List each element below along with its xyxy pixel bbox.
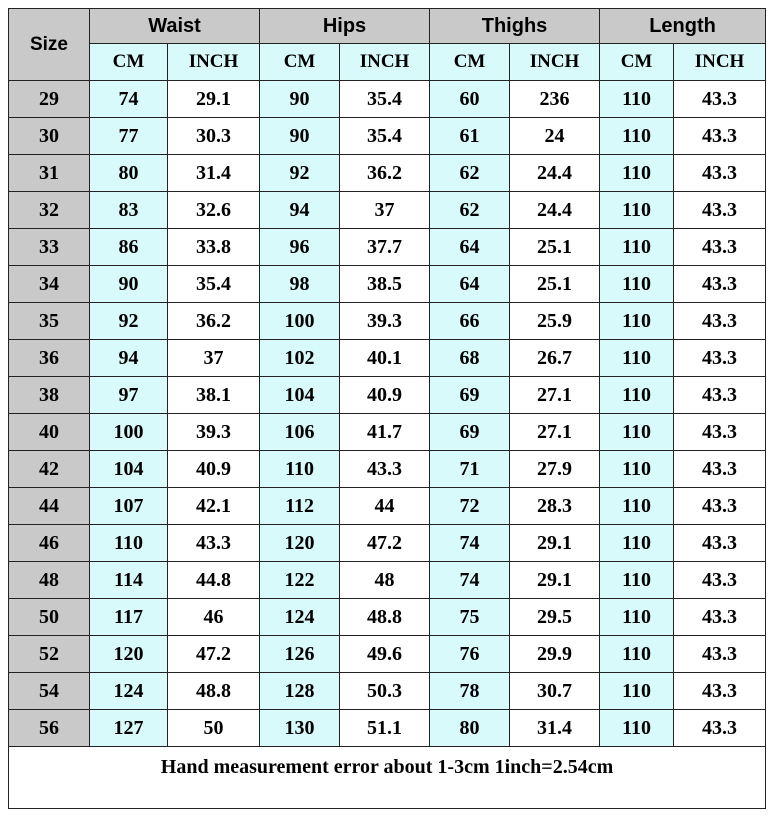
table-row: [9, 710, 766, 747]
waist-cm-cell: 94: [90, 340, 168, 377]
length-inch-cell: 43.3: [674, 229, 766, 266]
waist-cm-cell: 74: [90, 81, 168, 118]
table-row: [9, 229, 766, 266]
hips-inch-cell: 48.8: [340, 599, 430, 636]
hips-cm-cell: 126: [260, 636, 340, 673]
waist-cm-cell: 120: [90, 636, 168, 673]
thighs-inch-cell: 29.1: [510, 525, 600, 562]
thighs-inch-cell: 24.4: [510, 155, 600, 192]
waist-inch-header: INCH: [168, 44, 260, 81]
length-cm-cell: 110: [600, 562, 674, 599]
length-inch-cell: 43.3: [674, 488, 766, 525]
thighs-cm-cell: 74: [430, 562, 510, 599]
size-cell: 33: [9, 229, 90, 266]
waist-cm-cell: 110: [90, 525, 168, 562]
size-cell: 29: [9, 81, 90, 118]
hips-inch-cell: 39.3: [340, 303, 430, 340]
waist-cm-cell: 117: [90, 599, 168, 636]
size-chart-table: [8, 8, 766, 809]
waist-group-header: Waist: [90, 9, 260, 44]
size-cell: 50: [9, 599, 90, 636]
length-cm-cell: 110: [600, 340, 674, 377]
waist-inch-cell: 48.8: [168, 673, 260, 710]
length-inch-cell: 43.3: [674, 414, 766, 451]
footer-row: [9, 747, 766, 809]
size-cell: 48: [9, 562, 90, 599]
thighs-inch-cell: 29.1: [510, 562, 600, 599]
waist-inch-cell: 40.9: [168, 451, 260, 488]
waist-cm-cell: 104: [90, 451, 168, 488]
size-cell: 31: [9, 155, 90, 192]
hips-inch-cell: 38.5: [340, 266, 430, 303]
hips-inch-header: INCH: [340, 44, 430, 81]
table-row: [9, 599, 766, 636]
waist-inch-cell: 33.8: [168, 229, 260, 266]
length-inch-cell: 43.3: [674, 303, 766, 340]
waist-inch-cell: 36.2: [168, 303, 260, 340]
thighs-cm-cell: 80: [430, 710, 510, 747]
hips-cm-cell: 98: [260, 266, 340, 303]
table-row: [9, 525, 766, 562]
size-cell: 40: [9, 414, 90, 451]
waist-cm-cell: 92: [90, 303, 168, 340]
length-cm-cell: 110: [600, 636, 674, 673]
hips-inch-cell: 36.2: [340, 155, 430, 192]
hips-inch-cell: 35.4: [340, 118, 430, 155]
hips-cm-cell: 122: [260, 562, 340, 599]
waist-cm-cell: 77: [90, 118, 168, 155]
thighs-cm-cell: 64: [430, 266, 510, 303]
thighs-inch-header: INCH: [510, 44, 600, 81]
length-inch-header: INCH: [674, 44, 766, 81]
hips-cm-cell: 100: [260, 303, 340, 340]
size-cell: 32: [9, 192, 90, 229]
waist-inch-cell: 30.3: [168, 118, 260, 155]
thighs-inch-cell: 28.3: [510, 488, 600, 525]
waist-cm-cell: 124: [90, 673, 168, 710]
table-row: [9, 340, 766, 377]
length-inch-cell: 43.3: [674, 118, 766, 155]
waist-inch-cell: 42.1: [168, 488, 260, 525]
length-cm-cell: 110: [600, 451, 674, 488]
hips-inch-cell: 35.4: [340, 81, 430, 118]
thighs-inch-cell: 24.4: [510, 192, 600, 229]
thighs-inch-cell: 25.1: [510, 229, 600, 266]
length-inch-cell: 43.3: [674, 377, 766, 414]
size-cell: 56: [9, 710, 90, 747]
thighs-group-header: Thighs: [430, 9, 600, 44]
hips-inch-cell: 37.7: [340, 229, 430, 266]
waist-inch-cell: 43.3: [168, 525, 260, 562]
length-cm-cell: 110: [600, 599, 674, 636]
thighs-cm-cell: 60: [430, 81, 510, 118]
length-cm-cell: 110: [600, 414, 674, 451]
table-row: [9, 118, 766, 155]
hips-cm-cell: 106: [260, 414, 340, 451]
thighs-cm-cell: 69: [430, 414, 510, 451]
waist-inch-cell: 35.4: [168, 266, 260, 303]
size-cell: 54: [9, 673, 90, 710]
thighs-inch-cell: 30.7: [510, 673, 600, 710]
hips-inch-cell: 40.1: [340, 340, 430, 377]
length-inch-cell: 43.3: [674, 525, 766, 562]
measurement-note: Hand measurement error about 1-3cm 1inch=2.54cm: [160, 756, 614, 778]
size-cell: 52: [9, 636, 90, 673]
thighs-inch-cell: 27.1: [510, 377, 600, 414]
table-row: [9, 81, 766, 118]
thighs-inch-cell: 25.1: [510, 266, 600, 303]
length-cm-cell: 110: [600, 377, 674, 414]
hips-cm-cell: 102: [260, 340, 340, 377]
hips-cm-cell: 124: [260, 599, 340, 636]
thighs-cm-cell: 75: [430, 599, 510, 636]
waist-inch-cell: 29.1: [168, 81, 260, 118]
table-row: [9, 636, 766, 673]
thighs-cm-header: CM: [430, 44, 510, 81]
unit-header-row: [9, 44, 766, 81]
thighs-inch-cell: 236: [510, 81, 600, 118]
waist-inch-cell: 47.2: [168, 636, 260, 673]
length-cm-cell: 110: [600, 525, 674, 562]
size-cell: 36: [9, 340, 90, 377]
table-row: [9, 155, 766, 192]
hips-cm-cell: 130: [260, 710, 340, 747]
hips-group-header: Hips: [260, 9, 430, 44]
length-cm-cell: 110: [600, 118, 674, 155]
table-row: [9, 451, 766, 488]
hips-cm-cell: 104: [260, 377, 340, 414]
hips-inch-cell: 47.2: [340, 525, 430, 562]
length-group-header: Length: [600, 9, 766, 44]
footer-note-cell: [9, 747, 766, 809]
table-row: [9, 377, 766, 414]
waist-cm-cell: 83: [90, 192, 168, 229]
thighs-cm-cell: 64: [430, 229, 510, 266]
size-cell: 38: [9, 377, 90, 414]
waist-cm-cell: 127: [90, 710, 168, 747]
hips-inch-cell: 51.1: [340, 710, 430, 747]
thighs-cm-cell: 62: [430, 155, 510, 192]
thighs-cm-cell: 61: [430, 118, 510, 155]
waist-cm-cell: 100: [90, 414, 168, 451]
table-row: [9, 266, 766, 303]
length-inch-cell: 43.3: [674, 266, 766, 303]
size-cell: 46: [9, 525, 90, 562]
thighs-cm-cell: 72: [430, 488, 510, 525]
thighs-cm-cell: 69: [430, 377, 510, 414]
thighs-inch-cell: 31.4: [510, 710, 600, 747]
length-cm-cell: 110: [600, 303, 674, 340]
length-cm-cell: 110: [600, 673, 674, 710]
length-cm-header: CM: [600, 44, 674, 81]
table-row: [9, 488, 766, 525]
size-cell: 34: [9, 266, 90, 303]
size-cell: 42: [9, 451, 90, 488]
thighs-cm-cell: 74: [430, 525, 510, 562]
waist-inch-cell: 39.3: [168, 414, 260, 451]
waist-cm-cell: 86: [90, 229, 168, 266]
hips-inch-cell: 40.9: [340, 377, 430, 414]
waist-inch-cell: 46: [168, 599, 260, 636]
thighs-inch-cell: 25.9: [510, 303, 600, 340]
hips-cm-cell: 112: [260, 488, 340, 525]
length-cm-cell: 110: [600, 488, 674, 525]
waist-inch-cell: 38.1: [168, 377, 260, 414]
hips-cm-cell: 90: [260, 81, 340, 118]
thighs-cm-cell: 71: [430, 451, 510, 488]
hips-inch-cell: 43.3: [340, 451, 430, 488]
thighs-inch-cell: 26.7: [510, 340, 600, 377]
thighs-cm-cell: 76: [430, 636, 510, 673]
waist-cm-header: CM: [90, 44, 168, 81]
size-cell: 35: [9, 303, 90, 340]
hips-cm-cell: 120: [260, 525, 340, 562]
hips-inch-cell: 41.7: [340, 414, 430, 451]
length-inch-cell: 43.3: [674, 562, 766, 599]
waist-inch-cell: 37: [168, 340, 260, 377]
hips-inch-cell: 37: [340, 192, 430, 229]
thighs-cm-cell: 62: [430, 192, 510, 229]
length-cm-cell: 110: [600, 229, 674, 266]
waist-inch-cell: 44.8: [168, 562, 260, 599]
hips-cm-cell: 96: [260, 229, 340, 266]
group-header-row: [9, 9, 766, 44]
length-cm-cell: 110: [600, 710, 674, 747]
thighs-inch-cell: 24: [510, 118, 600, 155]
length-inch-cell: 43.3: [674, 599, 766, 636]
length-inch-cell: 43.3: [674, 451, 766, 488]
waist-cm-cell: 107: [90, 488, 168, 525]
length-inch-cell: 43.3: [674, 710, 766, 747]
hips-cm-cell: 128: [260, 673, 340, 710]
waist-cm-cell: 90: [90, 266, 168, 303]
table-row: [9, 673, 766, 710]
hips-inch-cell: 49.6: [340, 636, 430, 673]
length-inch-cell: 43.3: [674, 81, 766, 118]
size-column-header: Size: [9, 9, 90, 81]
thighs-cm-cell: 68: [430, 340, 510, 377]
thighs-inch-cell: 27.1: [510, 414, 600, 451]
length-cm-cell: 110: [600, 266, 674, 303]
table-row: [9, 414, 766, 451]
size-cell: 44: [9, 488, 90, 525]
thighs-cm-cell: 78: [430, 673, 510, 710]
hips-inch-cell: 44: [340, 488, 430, 525]
table-row: [9, 303, 766, 340]
length-cm-cell: 110: [600, 81, 674, 118]
waist-inch-cell: 50: [168, 710, 260, 747]
hips-cm-cell: 92: [260, 155, 340, 192]
waist-inch-cell: 31.4: [168, 155, 260, 192]
hips-inch-cell: 50.3: [340, 673, 430, 710]
hips-cm-cell: 90: [260, 118, 340, 155]
thighs-inch-cell: 27.9: [510, 451, 600, 488]
length-inch-cell: 43.3: [674, 155, 766, 192]
hips-cm-cell: 110: [260, 451, 340, 488]
length-inch-cell: 43.3: [674, 340, 766, 377]
waist-inch-cell: 32.6: [168, 192, 260, 229]
hips-cm-header: CM: [260, 44, 340, 81]
length-cm-cell: 110: [600, 192, 674, 229]
thighs-inch-cell: 29.9: [510, 636, 600, 673]
length-cm-cell: 110: [600, 155, 674, 192]
waist-cm-cell: 97: [90, 377, 168, 414]
length-inch-cell: 43.3: [674, 673, 766, 710]
hips-cm-cell: 94: [260, 192, 340, 229]
size-rows: [9, 81, 766, 747]
hips-inch-cell: 48: [340, 562, 430, 599]
thighs-cm-cell: 66: [430, 303, 510, 340]
length-inch-cell: 43.3: [674, 636, 766, 673]
thighs-inch-cell: 29.5: [510, 599, 600, 636]
table-row: [9, 192, 766, 229]
size-cell: 30: [9, 118, 90, 155]
waist-cm-cell: 80: [90, 155, 168, 192]
waist-cm-cell: 114: [90, 562, 168, 599]
length-inch-cell: 43.3: [674, 192, 766, 229]
table-row: [9, 562, 766, 599]
